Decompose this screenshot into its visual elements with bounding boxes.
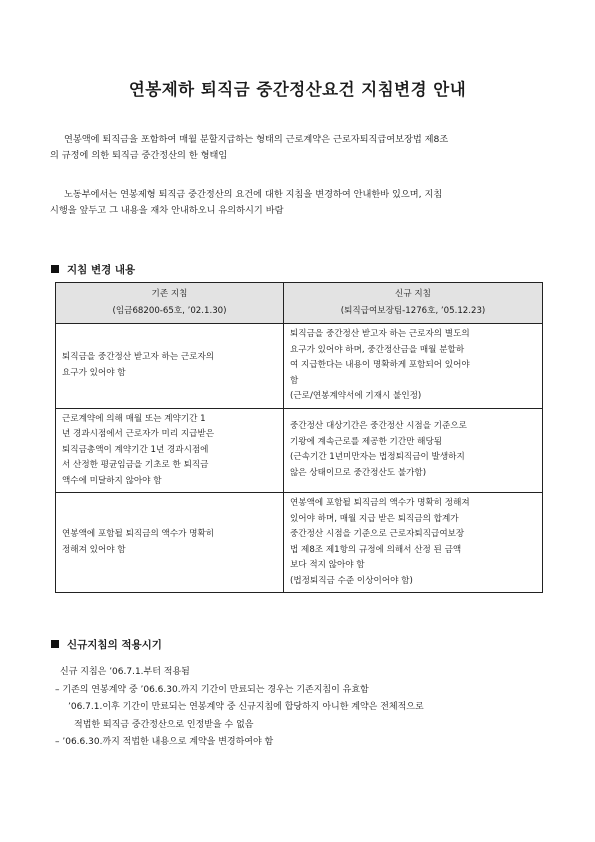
header-old-guideline [56, 283, 284, 324]
notice-line-2: 시행을 앞두고 그 내용을 재차 안내하오니 유의하시기 바람 [50, 205, 284, 216]
cell-line: 중간정산 시점을 기준으로 근로자퇴직급여보장 [290, 529, 465, 539]
new-guideline-cell [284, 408, 543, 493]
cell-line: 중간정산 대상기간은 중간정산 시점을 기준으로 [290, 421, 467, 432]
cell-line: (근로/연봉계약서에 기재시 불인정) [290, 391, 422, 401]
section-heading-changes [51, 262, 135, 277]
section-heading-schedule [51, 637, 162, 652]
table-row [56, 408, 543, 493]
cell-line: 퇴직금총액이 계약기간 1년 경과시점에 [62, 444, 209, 455]
cell-line: 액수에 미달하지 않아야 함 [62, 475, 162, 486]
old-guideline-cell [56, 324, 284, 409]
square-bullet-icon [51, 640, 59, 648]
table-header-row [56, 283, 543, 324]
old-guideline-cell [56, 493, 284, 593]
cell-line: 년 경과시점에서 근로자가 미리 지급받은 [62, 429, 215, 439]
cell-line: 연봉액에 포함될 퇴직금의 액수가 명확히 정해져 [290, 498, 470, 508]
table-row [56, 493, 543, 593]
new-guideline-cell [284, 493, 543, 593]
cell-line: 연봉액에 포함될 퇴직금의 액수가 명확히 [62, 529, 215, 539]
section-heading-changes-label: 지침 변경 내용 [67, 264, 136, 276]
new-guideline-cell [284, 324, 543, 409]
cell-line: 않은 상태이므로 중간정산도 불가함) [290, 467, 427, 478]
header-new-title: 신규 지침 [395, 289, 431, 299]
header-new-guideline [284, 283, 543, 324]
apply-line-5: – ’06.6.30.까지 적법한 내용으로 계약을 변경하여야 함 [55, 737, 274, 747]
application-schedule [55, 664, 550, 752]
cell-line: 기왕에 계속근로를 제공한 기간만 해당됨 [290, 436, 443, 447]
old-guideline-cell [56, 408, 284, 493]
table-row [56, 324, 543, 409]
notice-paragraph [50, 187, 548, 219]
section-heading-schedule-label: 신규지침의 적용시기 [67, 639, 162, 651]
intro-line-2: 의 규정에 의한 퇴직금 중간정산의 한 형태임 [50, 150, 228, 161]
header-old-ref: (임금68200-65호, ’02.1.30) [112, 306, 227, 316]
cell-line: 근로계약에 의해 매월 또는 계약기간 1 [62, 413, 206, 424]
apply-line-4: 적법한 퇴직금 중간정산으로 인정받을 수 없음 [74, 719, 254, 730]
intro-line-1: 연봉액에 퇴직금을 포함하여 매월 분할지급하는 형태의 근로계약은 근로자퇴직급여보장법 제8조 [64, 134, 449, 145]
apply-line-2: – 기존의 연봉계약 중 ’06.6.30.까지 기간이 만료되는 경우는 기존지침이 유효함 [55, 684, 369, 695]
cell-line: 함 [290, 375, 299, 386]
cell-line: 퇴직금을 중간정산 받고자 하는 근로자의 [62, 352, 215, 363]
cell-line: 서 산정한 평균임금을 기초로 한 퇴직금 [62, 460, 209, 470]
square-bullet-icon [51, 265, 59, 273]
intro-paragraph [50, 132, 548, 164]
cell-line: 정해져 있어야 함 [62, 544, 126, 555]
header-new-ref: (퇴직급여보장팀-1276호, ’05.12.23) [340, 306, 486, 316]
cell-line: 보다 적지 않아야 함 [290, 560, 365, 570]
cell-line: 여 지급한다는 내용이 명확하게 포함되어 있어야 [290, 360, 470, 370]
document-title: 연봉제하 퇴직금 중간정산요건 지침변경 안내 [128, 80, 467, 99]
cell-line: 요구가 있어야 함 [62, 367, 126, 378]
cell-line: 퇴직금을 중간정산 받고자 하는 근로자의 별도의 [290, 329, 470, 339]
header-old-title: 기존 지침 [151, 289, 188, 299]
notice-line-1: 노동부에서는 연봉제형 퇴직금 중간정산의 요건에 대한 지침을 변경하여 안내한바 있으며, 지침 [64, 189, 443, 200]
cell-line: 있어야 하며, 매월 지급 받은 퇴직금의 합계가 [290, 513, 459, 524]
cell-line: (법정퇴직금 수준 이상이어야 함) [290, 575, 413, 586]
apply-line-1: 신규 지침은 ’06.7.1.부터 적용됨 [60, 667, 190, 677]
cell-line: (근속기간 1년미만자는 법정퇴직금이 발생하지 [290, 452, 465, 463]
cell-line: 법 제8조 제1항의 규정에 의해서 산정 된 금액 [290, 544, 462, 555]
apply-line-3: ’06.7.1.이후 기간이 만료되는 연봉계약 중 신규지침에 합당하지 아니한 계약은 전체적으로 [68, 702, 424, 712]
cell-line: 요구가 있어야 하며, 중간정산금을 매월 분할하 [290, 344, 465, 355]
guideline-comparison-table [55, 282, 543, 593]
